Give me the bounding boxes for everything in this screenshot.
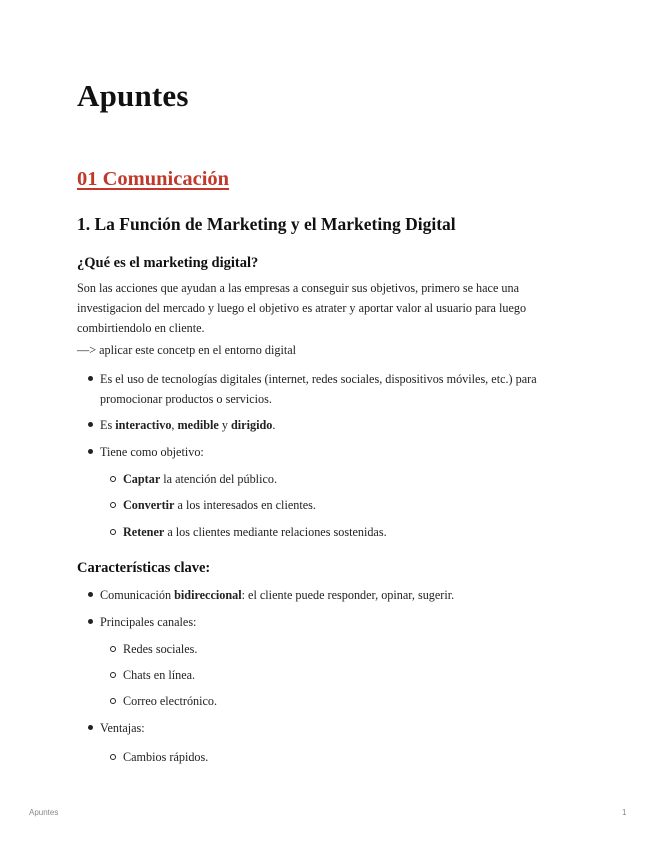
- bullet-disc: [88, 376, 93, 381]
- list-item: Es el uso de tecnologías digitales (internet, redes sociales, dispositivos móviles, etc.) para promocionar productos o servicios.: [100, 372, 537, 406]
- intro-paragraph: Son las acciones que ayudan a las empresas a conseguir sus objetivos, primero se hace una investigacion del mercado y luego el objetivo es atrater y aportar valor al usuario para luego combirtiendolo en cliente.: [77, 281, 527, 335]
- bullet-circle: [110, 672, 116, 678]
- bullet-circle: [110, 646, 116, 652]
- list-item: Principales canales:: [100, 615, 197, 629]
- bullet-disc: [88, 592, 93, 597]
- list-item: Es interactivo, medible y dirigido.: [100, 418, 276, 432]
- list-subitem: Convertir a los interesados en clientes.: [123, 498, 316, 512]
- subheading-what-is: ¿Qué es el marketing digital?: [77, 255, 259, 271]
- bullet-circle: [110, 529, 116, 535]
- list-subitem: Retener a los clientes mediante relaciones sostenidas.: [123, 525, 387, 539]
- bullet-circle: [110, 502, 116, 508]
- chapter-heading: 1. La Función de Marketing y el Marketing Digital: [77, 214, 456, 234]
- section-title[interactable]: 01 Comunicación: [77, 168, 230, 190]
- bullet-disc: [88, 422, 93, 427]
- list-subitem: Chats en línea.: [123, 668, 196, 682]
- list-item: Ventajas:: [100, 721, 145, 735]
- list-item: Tiene como objetivo:: [100, 445, 204, 459]
- bullet-circle: [110, 698, 116, 704]
- bullet-disc: [88, 725, 93, 730]
- page-title: Apuntes: [77, 78, 189, 113]
- subheading-key-features: Características clave:: [77, 560, 211, 576]
- list-subitem: Captar la atención del público.: [123, 472, 278, 486]
- list-subitem: Correo electrónico.: [123, 694, 218, 708]
- list-subitem: Cambios rápidos.: [123, 750, 209, 764]
- list-item: Comunicación bidireccional: el cliente puede responder, opinar, sugerir.: [100, 588, 455, 602]
- bullet-disc: [88, 449, 93, 454]
- bullet-circle: [110, 754, 116, 760]
- bullet-circle: [110, 476, 116, 482]
- footer-doc-name: Apuntes: [29, 808, 59, 817]
- footer-page-number: 1: [622, 808, 627, 817]
- bullet-disc: [88, 619, 93, 624]
- arrow-note: —> aplicar este concetp en el entorno digital: [77, 343, 297, 357]
- list-subitem: Redes sociales.: [123, 642, 198, 656]
